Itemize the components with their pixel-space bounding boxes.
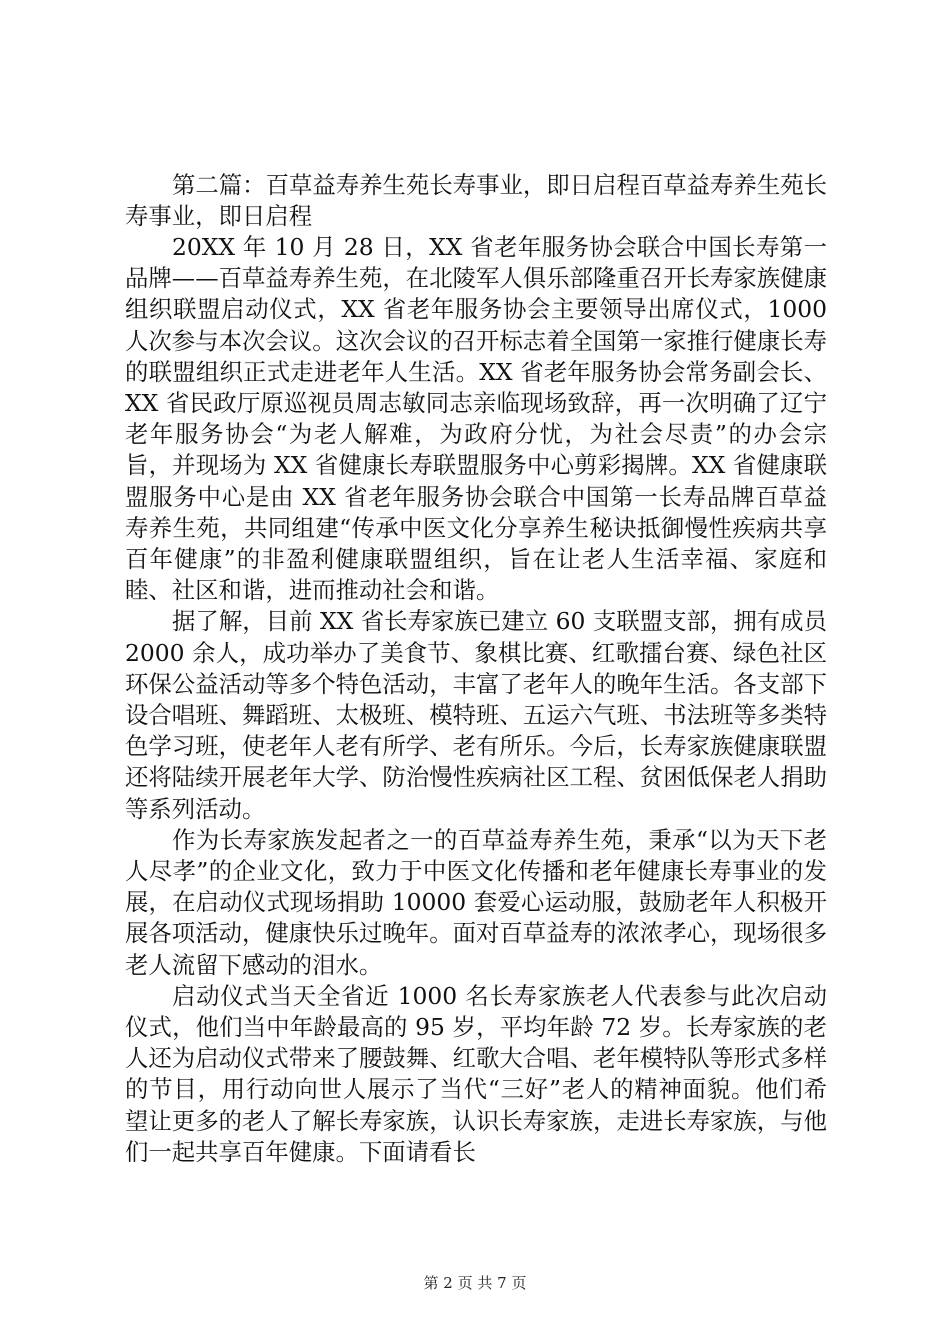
paragraph: 20XX 年 10 月 28 日，XX 省老年服务协会联合中国长寿第一品牌——百草益寿养生苑，在北陵军人俱乐部隆重召开长寿家族健康组织联盟启动仪式，XX 省老年服务协会主要领导出席仪式，1000 人次参与本次会议。这次会议的召开标志着全国第一家推行健康长寿的联盟组织正式走进老年人生活。XX 省老年服务协会常务副会长、XX 省民政厅原巡视员周志敏同志亲临现场致辞，再一次明确了辽宁老年服务协会“为老人解难，为政府分忧，为社会尽责”的办会宗旨，并现场为 XX 省健康长寿联盟服务中心剪彩揭牌。XX 省健康联盟服务中心是由 XX 省老年服务协会联合中国第一长寿品牌百草益寿养生苑，共同组建“传承中医文化分享养生秘诀抵御慢性疾病共享百年健康”的非盈利健康联盟组织，旨在让老人生活幸福、家庭和睦、社区和谐，进而推动社会和谐。 <box>125 233 827 605</box>
page-footer: 第 2 页 共 7 页 <box>423 1274 527 1292</box>
section-heading: 第二篇：百草益寿养生苑长寿事业，即日启程百草益寿养生苑长寿事业，即日启程 <box>125 171 827 230</box>
paragraph: 启动仪式当天全省近 1000 名长寿家族老人代表参与此次启动仪式，他们当中年龄最高的 95 岁，平均年龄 72 岁。长寿家族的老人还为启动仪式带来了腰鼓舞、红歌大合唱、老年模特队等形式多样的节目，用行动向世人展示了当代“三好”老人的精神面貌。他们希望让更多的老人了解长寿家族，认识长寿家族，走进长寿家族，与他们一起共享百年健康。下面请看长 <box>125 981 827 1166</box>
paragraph: 作为长寿家族发起者之一的百草益寿养生苑，秉承“以为天下老人尽孝”的企业文化，致力于中医文化传播和老年健康长寿事业的发展，在启动仪式现场捐助 10000 套爱心运动服，鼓励老年人积极开展各项活动，健康快乐过晚年。面对百草益寿的浓浓孝心，现场很多老人流留下感动的泪水。 <box>125 825 827 979</box>
document-body <box>125 170 827 1168</box>
paragraph: 据了解，目前 XX 省长寿家族已建立 60 支联盟支部，拥有成员 2000 余人，成功举办了美食节、象棋比赛、红歌擂台赛、绿色社区环保公益活动等多个特色活动，丰富了老年人的晚年生活。各支部下设合唱班、舞蹈班、太极班、模特班、五运六气班、书法班等多类特色学习班，使老年人老有所学、老有所乐。今后，长寿家族健康联盟还将陆续开展老年大学、防治慢性疾病社区工程、贫困低保老人捐助等系列活动。 <box>125 607 827 823</box>
